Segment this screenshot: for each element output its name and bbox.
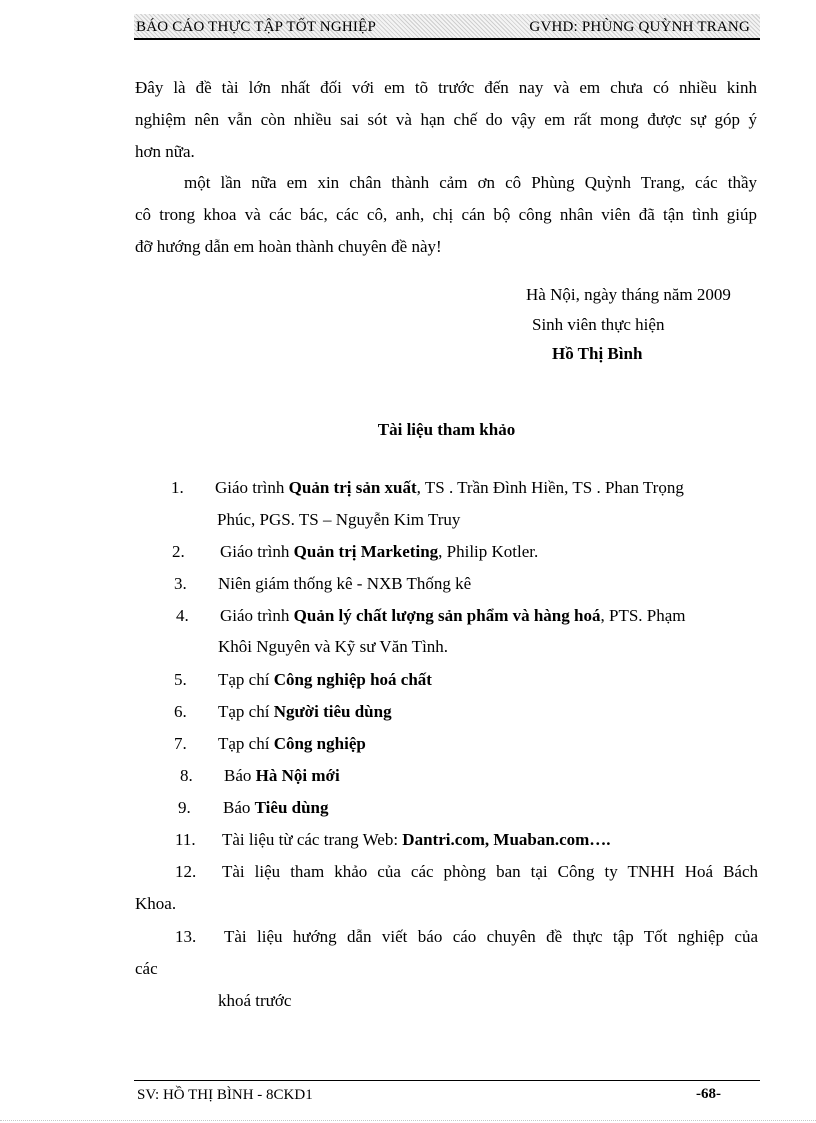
ref-continuation: Khôi Nguyên và Kỹ sư Văn Tình. [218,637,449,656]
ref-number: 8. [180,766,193,785]
footer-student: SV: HỒ THỊ BÌNH - 8CKD1 [137,1087,313,1103]
ref-number: 12. [175,862,197,881]
ref-item [218,734,366,754]
ref-continuation: khoá trước [218,991,292,1010]
ref-text: Giáo trình [220,542,294,561]
ref-item [215,478,684,498]
ref-text: Giáo trình [215,478,289,497]
header-report-title: BÁO CÁO THỰC TẬP TỐT NGHIỆP [136,19,376,35]
page-bottom-edge [0,1120,816,1121]
ref-number: 3. [174,574,187,593]
ref-title: Hà Nội mới [255,766,340,785]
intro-p1-line1: Đây là đề tài lớn nhất đối với em tõ trước đến nay và em chưa có nhiều kinh [135,78,757,97]
ref-title: Quản trị Marketing [293,542,439,561]
ref-number: 13. [175,927,197,946]
ref-text: Niên giám thống kê - NXB Thống kê [218,574,472,593]
signature-role: Sinh viên thực hiện [532,315,665,334]
ref-continuation: Phúc, PGS. TS – Nguyễn Kim Truy [217,510,461,529]
ref-title: Quản lý chất lượng sản phẩm và hàng hoá [293,606,601,625]
ref-item [220,542,538,562]
ref-text: Tạp chí [218,670,274,689]
ref-title: Quản trị sản xuất [288,478,417,497]
page-header [134,14,760,40]
ref-text: Báo [224,766,256,785]
ref-item [218,574,471,594]
footer-divider [134,1080,760,1081]
ref-text: Tạp chí [218,734,274,753]
ref-number: 11. [175,830,196,849]
ref-item: Tài liệu tham khảo của các phòng ban tại Công ty TNHH Hoá Bách [222,862,758,881]
header-supervisor: GVHD: PHÙNG QUỲNH TRANG [529,19,750,35]
intro-p2-line3: đỡ hướng dẫn em hoàn thành chuyên đề này! [135,237,442,256]
signature-name: Hồ Thị Bình [552,344,643,363]
ref-number: 6. [174,702,187,721]
ref-number: 5. [174,670,187,689]
ref-title: Công nghiệp [273,734,366,753]
intro-p1-line3: hơn nữa. [135,142,195,161]
ref-title: Dantri.com, Muaban.com…. [402,830,611,849]
ref-item [224,766,340,786]
ref-title: Công nghiệp hoá chất [273,670,432,689]
ref-text: Tạp chí [218,702,274,721]
ref-number: 7. [174,734,187,753]
ref-item [218,702,392,722]
page-number: -68- [696,1086,721,1102]
ref-number: 4. [176,606,189,625]
references-title: Tài liệu tham khảo [377,420,516,439]
ref-text: Giáo trình [220,606,294,625]
ref-title: Tiêu dùng [254,798,329,817]
ref-text: , TS . Trần Đình Hiền, TS . Phan Trọng [416,478,684,497]
ref-text: Báo [223,798,255,817]
ref-item [220,606,686,626]
ref-continuation: các [135,959,158,978]
ref-text: , Philip Kotler. [438,542,539,561]
ref-text: Tài liệu từ các trang Web: [222,830,403,849]
ref-title: Người tiêu dùng [273,702,392,721]
ref-item: Tài liệu hướng dẫn viết báo cáo chuyên đề thực tập Tốt nghiệp của [224,927,758,946]
ref-number: 1. [171,478,184,497]
intro-p2-line1: một lần nữa em xin chân thành cảm ơn cô Phùng Quỳnh Trang, các thầy [184,173,757,192]
ref-item [218,670,432,690]
ref-text: , PTS. Phạm [600,606,686,625]
ref-number: 2. [172,542,185,561]
intro-p1-line2: nghiệm nên vẫn còn nhiều sai sót và hạn chế do vậy em rất mong được sự góp ý [135,110,757,129]
intro-p2-line2: cô trong khoa và các bác, các cô, anh, chị cán bộ công nhân viên đã tận tình giúp [135,205,757,224]
ref-continuation: Khoa. [135,894,177,913]
signature-place-date: Hà Nội, ngày tháng năm 2009 [526,285,731,304]
ref-item [222,830,611,850]
ref-item [223,798,329,818]
ref-number: 9. [178,798,191,817]
